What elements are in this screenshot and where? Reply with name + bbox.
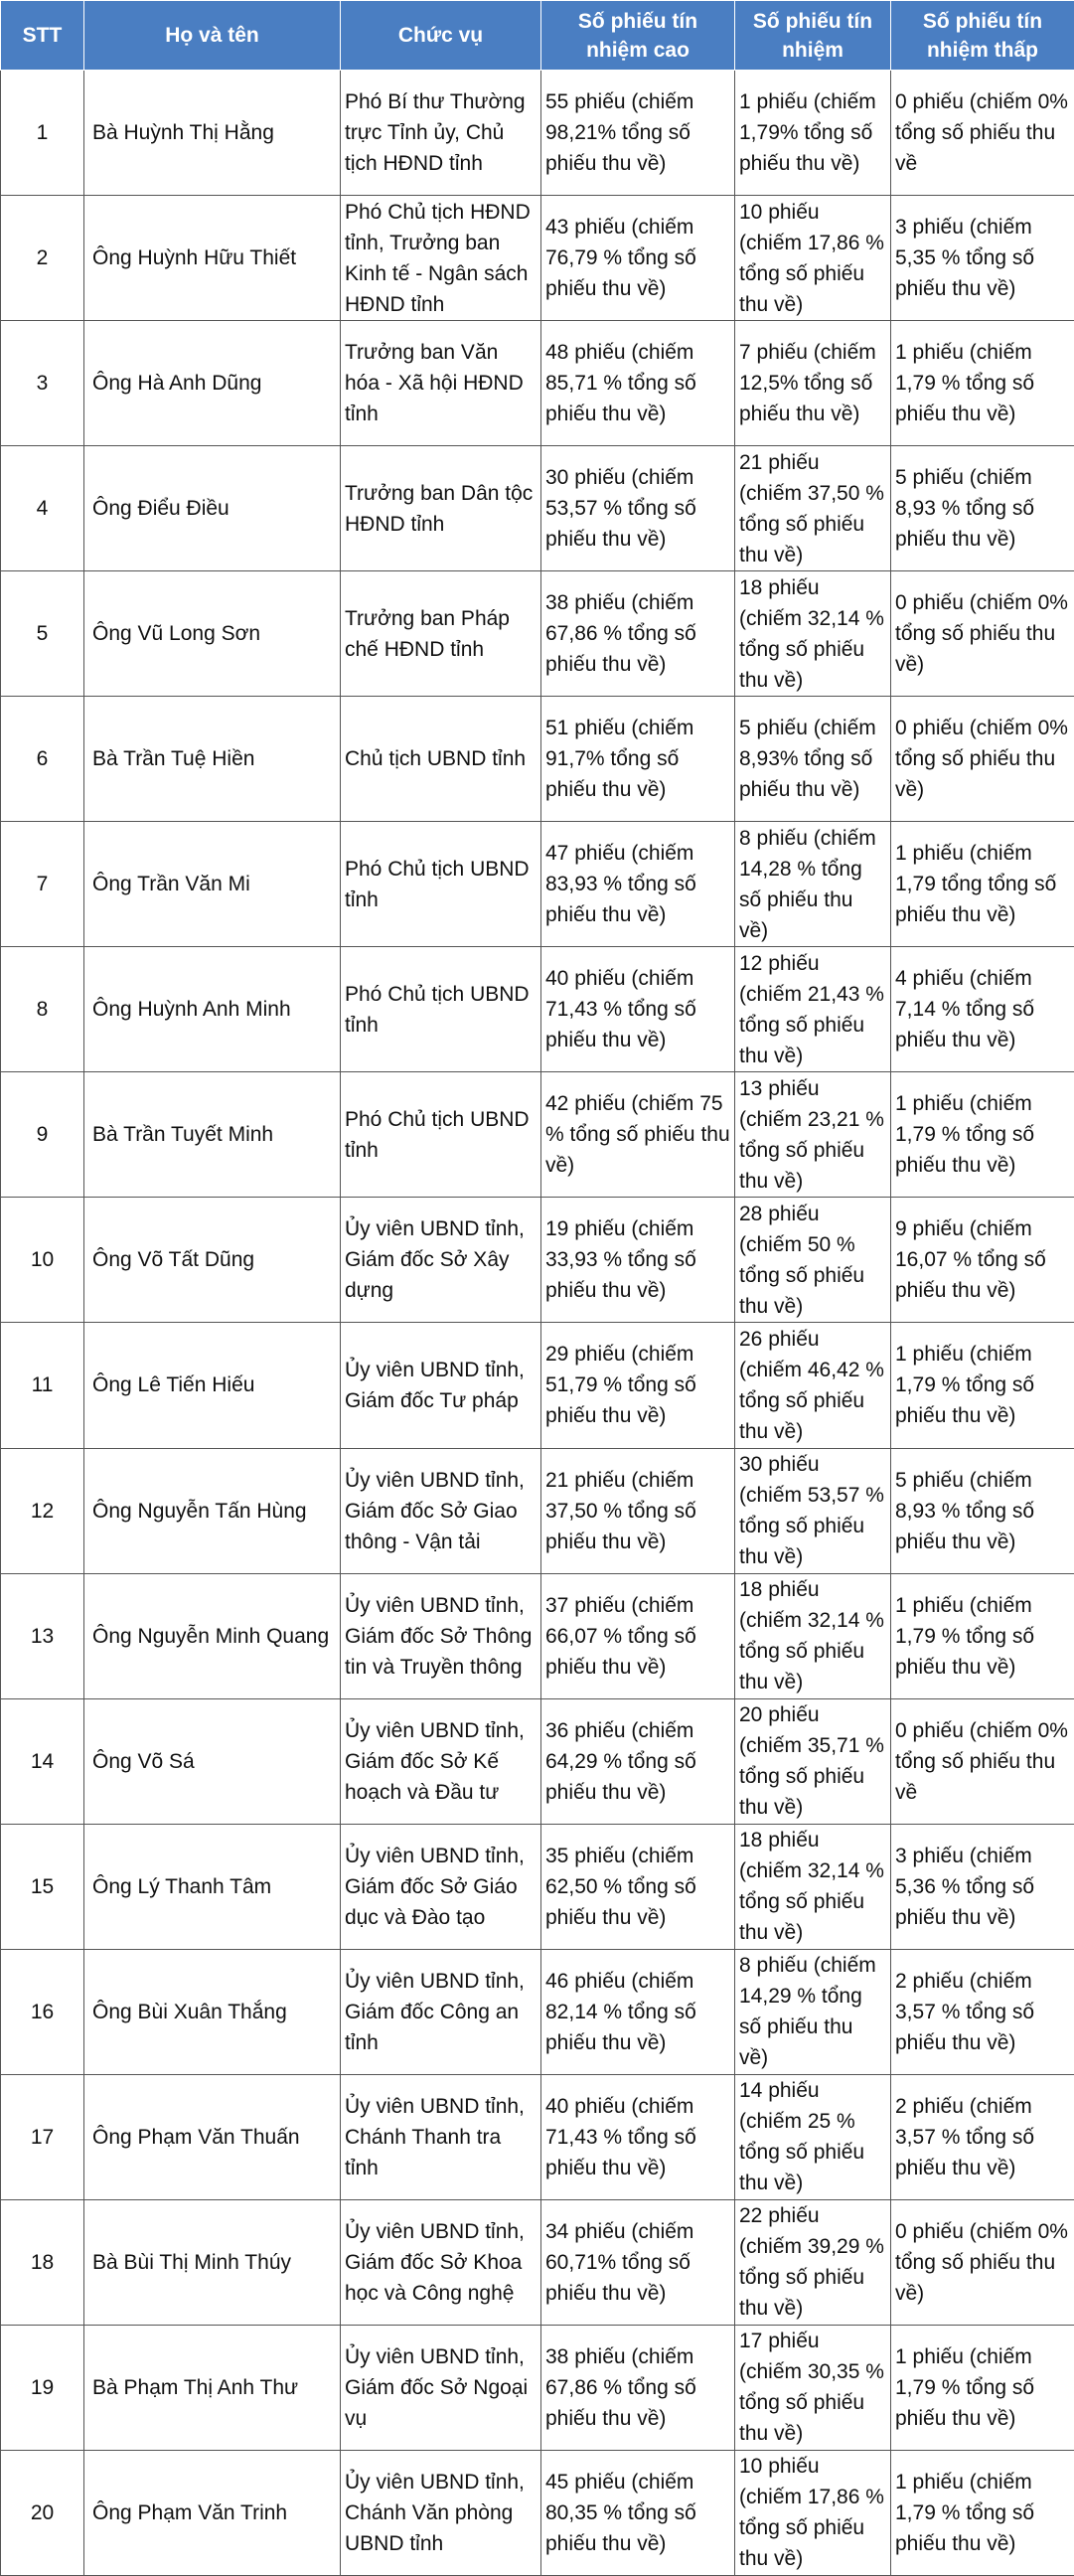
cell-high-votes: 55 phiếu (chiếm 98,21% tổng số phiếu thu về) <box>541 71 735 196</box>
cell-votes: 18 phiếu (chiếm 32,14 % tổng số phiếu thu về) <box>735 1824 891 1949</box>
cell-stt: 15 <box>1 1824 84 1949</box>
header-row <box>1 1 1074 71</box>
cell-stt: 8 <box>1 947 84 1072</box>
cell-votes: 8 phiếu (chiếm 14,29 % tổng số phiếu thu về) <box>735 1949 891 2074</box>
cell-name: Bà Huỳnh Thị Hằng <box>84 71 341 196</box>
cell-position: Phó Chủ tịch UBND tỉnh <box>341 947 541 1072</box>
cell-low-votes: 1 phiếu (chiếm 1,79 % tổng số phiếu thu về) <box>891 321 1074 446</box>
cell-high-votes: 37 phiếu (chiếm 66,07 % tổng số phiếu thu về) <box>541 1573 735 1698</box>
cell-name: Ông Huỳnh Hữu Thiết <box>84 196 341 321</box>
cell-position: Chủ tịch UBND tỉnh <box>341 697 541 822</box>
table-row <box>1 196 1074 321</box>
cell-low-votes: 1 phiếu (chiếm 1,79 % tổng số phiếu thu về) <box>891 1573 1074 1698</box>
cell-low-votes: 5 phiếu (chiếm 8,93 % tổng số phiếu thu về) <box>891 446 1074 571</box>
cell-stt: 3 <box>1 321 84 446</box>
cell-votes: 28 phiếu (chiếm 50 % tổng số phiếu thu về) <box>735 1198 891 1323</box>
cell-stt: 18 <box>1 2199 84 2325</box>
cell-name: Ông Bùi Xuân Thắng <box>84 1949 341 2074</box>
header-low-votes: Số phiếu tín nhiệm thấp <box>891 1 1074 71</box>
cell-position: Ủy viên UBND tỉnh, Giám đốc Sở Xây dựng <box>341 1198 541 1323</box>
cell-name: Ông Phạm Văn Trinh <box>84 2450 341 2575</box>
cell-stt: 10 <box>1 1198 84 1323</box>
cell-high-votes: 40 phiếu (chiếm 71,43 % tổng số phiếu thu về) <box>541 947 735 1072</box>
cell-name: Ông Lê Tiến Hiếu <box>84 1323 341 1448</box>
cell-votes: 18 phiếu (chiếm 32,14 % tổng số phiếu thu về) <box>735 1573 891 1698</box>
header-name: Họ và tên <box>84 1 341 71</box>
cell-name: Ông Huỳnh Anh Minh <box>84 947 341 1072</box>
cell-stt: 11 <box>1 1323 84 1448</box>
table-row <box>1 947 1074 1072</box>
table-row <box>1 446 1074 571</box>
cell-low-votes: 3 phiếu (chiếm 5,35 % tổng số phiếu thu về) <box>891 196 1074 321</box>
cell-stt: 12 <box>1 1448 84 1573</box>
table-row <box>1 1949 1074 2074</box>
cell-name: Ông Võ Sá <box>84 1698 341 1824</box>
cell-votes: 21 phiếu (chiếm 37,50 % tổng số phiếu thu về) <box>735 446 891 571</box>
cell-high-votes: 38 phiếu (chiếm 67,86 % tổng số phiếu thu về) <box>541 571 735 697</box>
table-row <box>1 1448 1074 1573</box>
cell-stt: 19 <box>1 2325 84 2450</box>
cell-stt: 7 <box>1 822 84 947</box>
cell-stt: 5 <box>1 571 84 697</box>
cell-low-votes: 5 phiếu (chiếm 8,93 % tổng số phiếu thu về) <box>891 1448 1074 1573</box>
cell-high-votes: 46 phiếu (chiếm 82,14 % tổng số phiếu thu về) <box>541 1949 735 2074</box>
table-row <box>1 1323 1074 1448</box>
table-row <box>1 2325 1074 2450</box>
cell-high-votes: 29 phiếu (chiếm 51,79 % tổng số phiếu thu về) <box>541 1323 735 1448</box>
cell-low-votes: 0 phiếu (chiếm 0% tổng số phiếu thu về <box>891 1698 1074 1824</box>
cell-votes: 5 phiếu (chiếm 8,93% tổng số phiếu thu về) <box>735 697 891 822</box>
cell-votes: 13 phiếu (chiếm 23,21 % tổng số phiếu thu về) <box>735 1072 891 1198</box>
cell-position: Trưởng ban Pháp chế HĐND tỉnh <box>341 571 541 697</box>
cell-votes: 12 phiếu (chiếm 21,43 % tổng số phiếu thu về) <box>735 947 891 1072</box>
cell-stt: 17 <box>1 2074 84 2199</box>
cell-stt: 4 <box>1 446 84 571</box>
cell-high-votes: 19 phiếu (chiếm 33,93 % tổng số phiếu thu về) <box>541 1198 735 1323</box>
cell-position: Trưởng ban Dân tộc HĐND tỉnh <box>341 446 541 571</box>
cell-name: Ông Nguyễn Tấn Hùng <box>84 1448 341 1573</box>
cell-votes: 17 phiếu (chiếm 30,35 % tổng số phiếu thu về) <box>735 2325 891 2450</box>
cell-name: Ông Hà Anh Dũng <box>84 321 341 446</box>
cell-low-votes: 0 phiếu (chiếm 0% tổng số phiếu thu về) <box>891 2199 1074 2325</box>
cell-high-votes: 21 phiếu (chiếm 37,50 % tổng số phiếu thu về) <box>541 1448 735 1573</box>
cell-position: Ủy viên UBND tỉnh, Giám đốc Tư pháp <box>341 1323 541 1448</box>
cell-high-votes: 36 phiếu (chiếm 64,29 % tổng số phiếu thu về) <box>541 1698 735 1824</box>
header-stt: STT <box>1 1 84 71</box>
cell-high-votes: 40 phiếu (chiếm 71,43 % tổng số phiếu thu về) <box>541 2074 735 2199</box>
cell-high-votes: 38 phiếu (chiếm 67,86 % tổng số phiếu thu về) <box>541 2325 735 2450</box>
table-row <box>1 71 1074 196</box>
cell-votes: 20 phiếu (chiếm 35,71 % tổng số phiếu thu về) <box>735 1698 891 1824</box>
cell-high-votes: 51 phiếu (chiếm 91,7% tổng số phiếu thu về) <box>541 697 735 822</box>
cell-stt: 13 <box>1 1573 84 1698</box>
cell-name: Ông Phạm Văn Thuấn <box>84 2074 341 2199</box>
cell-low-votes: 1 phiếu (chiếm 1,79 % tổng số phiếu thu về) <box>891 2450 1074 2575</box>
cell-stt: 14 <box>1 1698 84 1824</box>
cell-low-votes: 3 phiếu (chiếm 5,36 % tổng số phiếu thu về) <box>891 1824 1074 1949</box>
cell-position: Phó Chủ tịch UBND tỉnh <box>341 1072 541 1198</box>
table-row <box>1 1698 1074 1824</box>
cell-low-votes: 1 phiếu (chiếm 1,79 % tổng số phiếu thu về) <box>891 1072 1074 1198</box>
cell-low-votes: 4 phiếu (chiếm 7,14 % tổng số phiếu thu về) <box>891 947 1074 1072</box>
cell-position: Ủy viên UBND tỉnh, Chánh Thanh tra tỉnh <box>341 2074 541 2199</box>
cell-votes: 1 phiếu (chiếm 1,79% tổng số phiếu thu về) <box>735 71 891 196</box>
cell-name: Ông Trần Văn Mi <box>84 822 341 947</box>
cell-position: Phó Chủ tịch HĐND tỉnh, Trưởng ban Kinh tế - Ngân sách HĐND tỉnh <box>341 196 541 321</box>
cell-votes: 10 phiếu (chiếm 17,86 % tổng số phiếu thu về) <box>735 196 891 321</box>
cell-stt: 9 <box>1 1072 84 1198</box>
cell-position: Ủy viên UBND tỉnh, Giám đốc Sở Giao thông - Vận tải <box>341 1448 541 1573</box>
cell-stt: 1 <box>1 71 84 196</box>
table-row <box>1 697 1074 822</box>
cell-stt: 2 <box>1 196 84 321</box>
cell-low-votes: 9 phiếu (chiếm 16,07 % tổng số phiếu thu về) <box>891 1198 1074 1323</box>
cell-high-votes: 43 phiếu (chiếm 76,79 % tổng số phiếu thu về) <box>541 196 735 321</box>
header-position: Chức vụ <box>341 1 541 71</box>
cell-position: Ủy viên UBND tỉnh, Giám đốc Sở Ngoại vụ <box>341 2325 541 2450</box>
cell-name: Ông Lý Thanh Tâm <box>84 1824 341 1949</box>
cell-name: Ông Vũ Long Sơn <box>84 571 341 697</box>
cell-position: Trưởng ban Văn hóa - Xã hội HĐND tỉnh <box>341 321 541 446</box>
cell-position: Ủy viên UBND tỉnh, Giám đốc Sở Kế hoạch và Đầu tư <box>341 1698 541 1824</box>
table-row <box>1 321 1074 446</box>
cell-position: Ủy viên UBND tỉnh, Giám đốc Sở Thông tin và Truyền thông <box>341 1573 541 1698</box>
cell-votes: 26 phiếu (chiếm 46,42 % tổng số phiếu thu về) <box>735 1323 891 1448</box>
cell-high-votes: 34 phiếu (chiếm 60,71% tổng số phiếu thu về) <box>541 2199 735 2325</box>
cell-high-votes: 45 phiếu (chiếm 80,35 % tổng số phiếu thu về) <box>541 2450 735 2575</box>
cell-low-votes: 1 phiếu (chiếm 1,79 % tổng số phiếu thu về) <box>891 1323 1074 1448</box>
header-votes: Số phiếu tín nhiệm <box>735 1 891 71</box>
cell-position: Ủy viên UBND tỉnh, Giám đốc Sở Giáo dục và Đào tạo <box>341 1824 541 1949</box>
cell-stt: 6 <box>1 697 84 822</box>
table-row <box>1 1573 1074 1698</box>
cell-low-votes: 1 phiếu (chiếm 1,79 % tổng số phiếu thu về) <box>891 2325 1074 2450</box>
table-row <box>1 822 1074 947</box>
cell-high-votes: 47 phiếu (chiếm 83,93 % tổng số phiếu thu về) <box>541 822 735 947</box>
cell-high-votes: 35 phiếu (chiếm 62,50 % tổng số phiếu thu về) <box>541 1824 735 1949</box>
table-row <box>1 1198 1074 1323</box>
cell-votes: 18 phiếu (chiếm 32,14 % tổng số phiếu thu về) <box>735 571 891 697</box>
cell-name: Bà Trần Tuệ Hiền <box>84 697 341 822</box>
cell-low-votes: 0 phiếu (chiếm 0% tổng số phiếu thu về) <box>891 571 1074 697</box>
cell-position: Ủy viên UBND tỉnh, Chánh Văn phòng UBND tỉnh <box>341 2450 541 2575</box>
cell-name: Bà Phạm Thị Anh Thư <box>84 2325 341 2450</box>
cell-votes: 10 phiếu (chiếm 17,86 % tổng số phiếu thu về) <box>735 2450 891 2575</box>
cell-name: Bà Trần Tuyết Minh <box>84 1072 341 1198</box>
table-row <box>1 571 1074 697</box>
cell-position: Ủy viên UBND tỉnh, Giám đốc Công an tỉnh <box>341 1949 541 2074</box>
cell-name: Ông Nguyễn Minh Quang <box>84 1573 341 1698</box>
cell-votes: 8 phiếu (chiếm 14,28 % tổng số phiếu thu về) <box>735 822 891 947</box>
cell-low-votes: 0 phiếu (chiếm 0% tổng số phiếu thu về) <box>891 697 1074 822</box>
cell-votes: 14 phiếu (chiếm 25 % tổng số phiếu thu về) <box>735 2074 891 2199</box>
cell-low-votes: 1 phiếu (chiếm 1,79 tổng tổng số phiếu thu về) <box>891 822 1074 947</box>
cell-votes: 22 phiếu (chiếm 39,29 % tổng số phiếu thu về) <box>735 2199 891 2325</box>
cell-low-votes: 2 phiếu (chiếm 3,57 % tổng số phiếu thu về) <box>891 2074 1074 2199</box>
header-high-votes: Số phiếu tín nhiệm cao <box>541 1 735 71</box>
cell-votes: 30 phiếu (chiếm 53,57 % tổng số phiếu thu về) <box>735 1448 891 1573</box>
cell-position: Ủy viên UBND tỉnh, Giám đốc Sở Khoa học và Công nghệ <box>341 2199 541 2325</box>
table-row <box>1 1824 1074 1949</box>
table-row <box>1 2450 1074 2575</box>
table-row <box>1 2074 1074 2199</box>
table-row <box>1 2199 1074 2325</box>
cell-position: Phó Bí thư Thường trực Tỉnh ủy, Chủ tịch HĐND tỉnh <box>341 71 541 196</box>
cell-name: Ông Võ Tất Dũng <box>84 1198 341 1323</box>
cell-high-votes: 42 phiếu (chiếm 75 % tổng số phiếu thu về) <box>541 1072 735 1198</box>
cell-high-votes: 48 phiếu (chiếm 85,71 % tổng số phiếu thu về) <box>541 321 735 446</box>
cell-name: Ông Điểu Điều <box>84 446 341 571</box>
cell-stt: 16 <box>1 1949 84 2074</box>
cell-votes: 7 phiếu (chiếm 12,5% tổng số phiếu thu về) <box>735 321 891 446</box>
cell-stt: 20 <box>1 2450 84 2575</box>
cell-name: Bà Bùi Thị Minh Thúy <box>84 2199 341 2325</box>
cell-position: Phó Chủ tịch UBND tỉnh <box>341 822 541 947</box>
cell-low-votes: 0 phiếu (chiếm 0% tổng số phiếu thu về <box>891 71 1074 196</box>
cell-low-votes: 2 phiếu (chiếm 3,57 % tổng số phiếu thu về) <box>891 1949 1074 2074</box>
cell-high-votes: 30 phiếu (chiếm 53,57 % tổng số phiếu thu về) <box>541 446 735 571</box>
table-row <box>1 1072 1074 1198</box>
